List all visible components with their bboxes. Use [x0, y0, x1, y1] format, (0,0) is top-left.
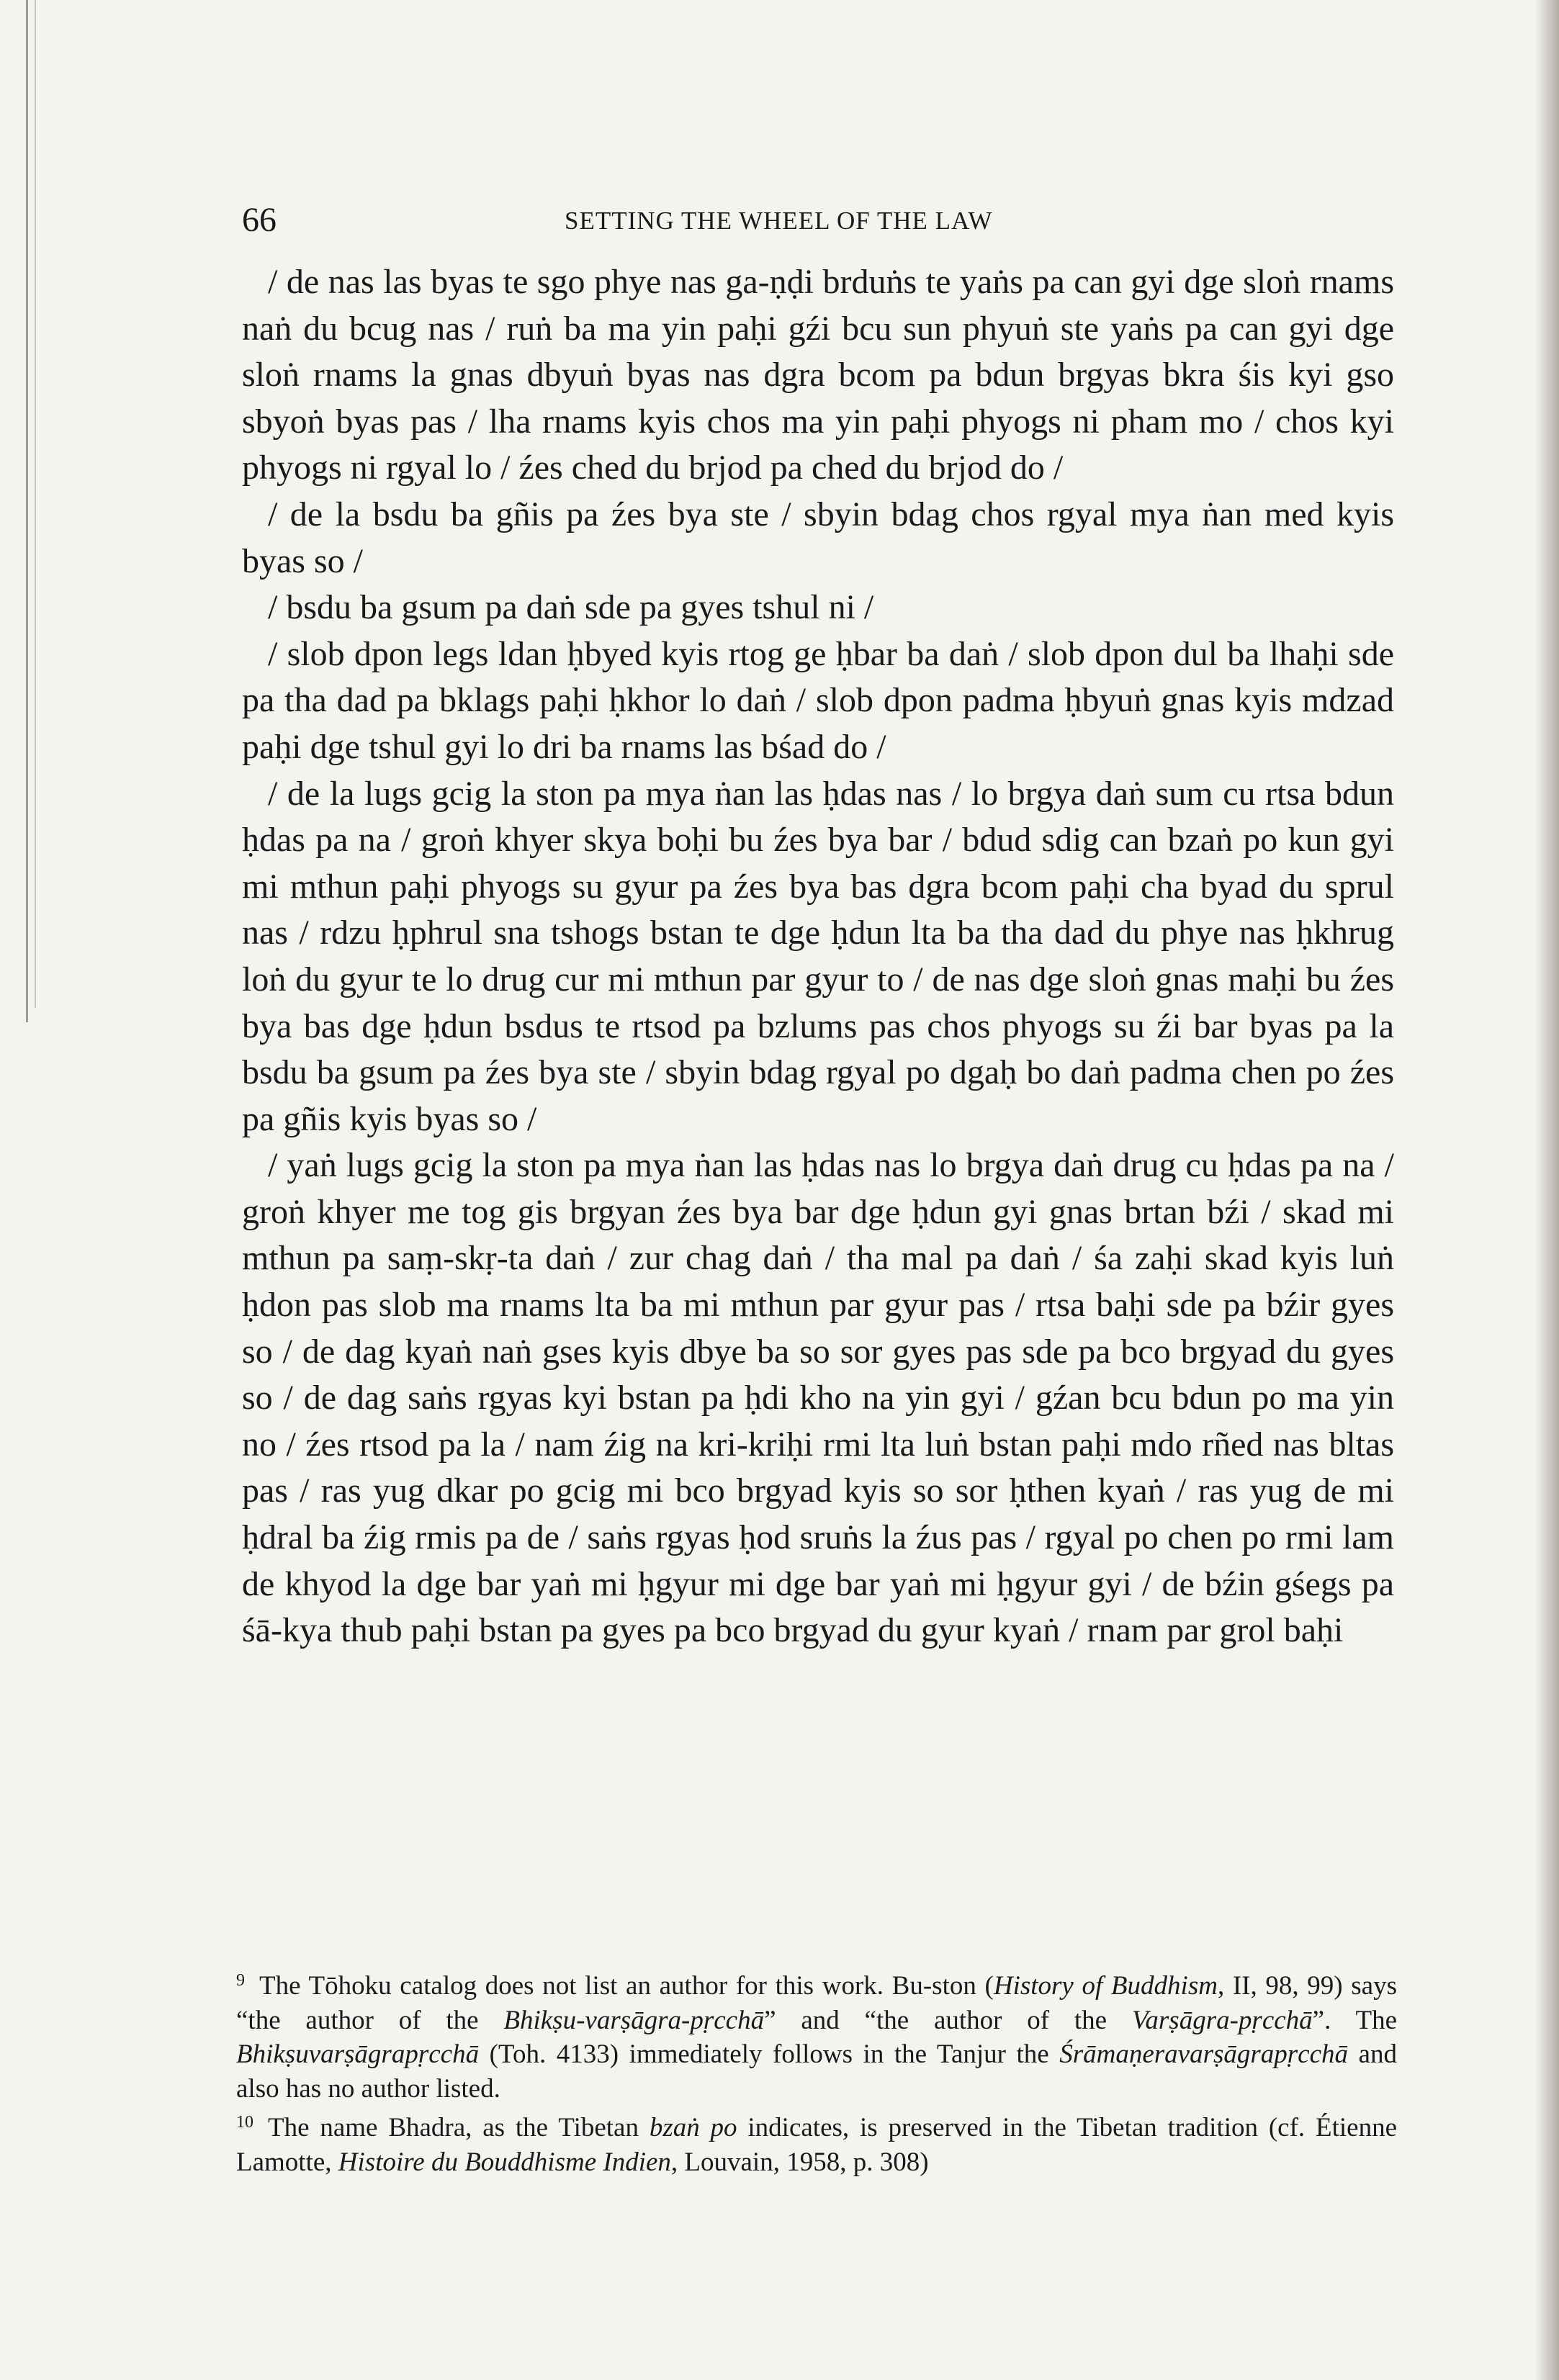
paragraph: / bsdu ba gsum pa daṅ sde pa gyes tshul ni /: [268, 588, 874, 627]
page-header: [242, 199, 1394, 242]
main-text: [242, 259, 1394, 1654]
page-number: 66: [242, 201, 277, 239]
scan-page-edge: [1535, 0, 1559, 2380]
footnote-10: $^{10}$ The name Bhadra, as the Tibetan bzaṅ po indicates, is preserved in the Tibetan tradition (cf. Étienne Lamotte, Histoire du Bouddhisme Indien, Louvain, 1958, p. 308): [236, 2113, 1397, 2177]
scan-margin-line-faint: [35, 0, 36, 1008]
paragraph: / slob dpon legs ldan ḥbyed kyis rtog ge ḥbar ba daṅ / slob dpon dul ba lhaḥi sde pa tha dad pa bklags paḥi ḥkhor lo daṅ / slob dpon padma ḥbyuṅ gnas kyis mdzad paḥi dge tshul gyi lo dri ba rnams las bśad do /: [242, 634, 1394, 766]
scan-margin-line: [26, 0, 28, 1022]
paragraph: / de la bsdu ba gñis pa źes bya ste / sbyin bdag chos rgyal mya ṅan med kyis byas so /: [242, 495, 1394, 580]
footnotes: [236, 1964, 1397, 2179]
running-head: SETTING THE WHEEL OF THE LAW: [565, 207, 993, 235]
paragraph: / de la lugs gcig la ston pa mya ṅan las ḥdas nas / lo brgya daṅ sum cu rtsa bdun ḥdas pa na / groṅ khyer skya boḥi bu źes bya bar / bdud sdig can bzaṅ po kun gyi mi mthun paḥi phyogs su gyur pa źes bya bas dgra bcom paḥi cha byad du sprul nas / rdzu ḥphrul sna tshogs bstan te dge ḥdun lta ba tha dad du phye nas ḥkhrug loṅ du gyur te lo drug cur mi mthun par gyur to / de nas dge sloṅ gnas maḥi bu źes bya bas dge ḥdun bsdus te rtsod pa bzlums pas chos phyogs su źi bar byas pa la bsdu ba gsum pa źes bya ste / sbyin bdag rgyal po dgaḥ bo daṅ padma chen po źes pa gñis kyis byas so /: [242, 774, 1394, 1138]
paragraph: / de nas las byas te sgo phye nas ga-ṇḍi brduṅs te yaṅs pa can gyi dge sloṅ rnams naṅ du bcug nas / ruṅ ba ma yin paḥi gźi bcu sun phyuṅ ste yaṅs pa can gyi dge sloṅ rnams la gnas dbyuṅ byas nas dgra bcom pa bdun brgyas bkra śis kyi gso sbyoṅ byas pas / lha rnams kyis chos ma yin paḥi phyogs ni pham mo / chos kyi phyogs ni rgyal lo / źes ched du brjod pa ched du brjod do /: [242, 263, 1394, 487]
footnote-9: $^9$ The Tōhoku catalog does not list an author for this work. Bu-ston (History of Buddhism, II, 98, 99) says “the author of the Bhikṣu-varṣāgra-pṛcchā” and “the author of the Varṣāgra-pṛcchā”. The Bhikṣuvarṣāgrapṛcchā (Toh. 4133) immediately follows in the Tanjur the Śrāmaṇeravarṣāgrapṛcchā and also has no author listed.: [236, 1971, 1397, 2104]
paragraph: / yaṅ lugs gcig la ston pa mya ṅan las ḥdas nas lo brgya daṅ drug cu ḥdas pa na / groṅ khyer me tog gis brgyan źes bya bar dge ḥdun gyi gnas brtan bźi / skad mi mthun pa saṃ-skṛ-ta daṅ / zur chag daṅ / tha mal pa daṅ / śa zaḥi skad kyis luṅ ḥdon pas slob ma rnams lta ba mi mthun par gyur pas / rtsa baḥi sde pa bźir gyes so / de dag kyaṅ naṅ gses kyis dbye ba so sor gyes pas sde pa bco brgyad du gyes so / de dag saṅs rgyas kyi bstan pa ḥdi kho na yin gyi / gźan bcu bdun po ma yin no / źes rtsod pa la / nam źig na kri-kriḥi rmi lta luṅ bstan paḥi mdo rñed nas bltas pas / ras yug dkar po gcig mi bco brgyad kyis so sor ḥthen kyaṅ / ras yug de mi ḥdral ba źig rmis pa de / saṅs rgyas ḥod sruṅs la źus pas / rgyal po chen po rmi lam de khyod la dge bar yaṅ mi ḥgyur mi dge bar yaṅ mi ḥgyur gyi / de bźin gśegs pa śā-kya thub paḥi bstan pa gyes pa bco brgyad du gyur kyaṅ / rnam par grol baḥi: [242, 1146, 1394, 1650]
footnote-marker: 10: [236, 2113, 253, 2132]
footnote-marker: 9: [236, 1971, 245, 1990]
